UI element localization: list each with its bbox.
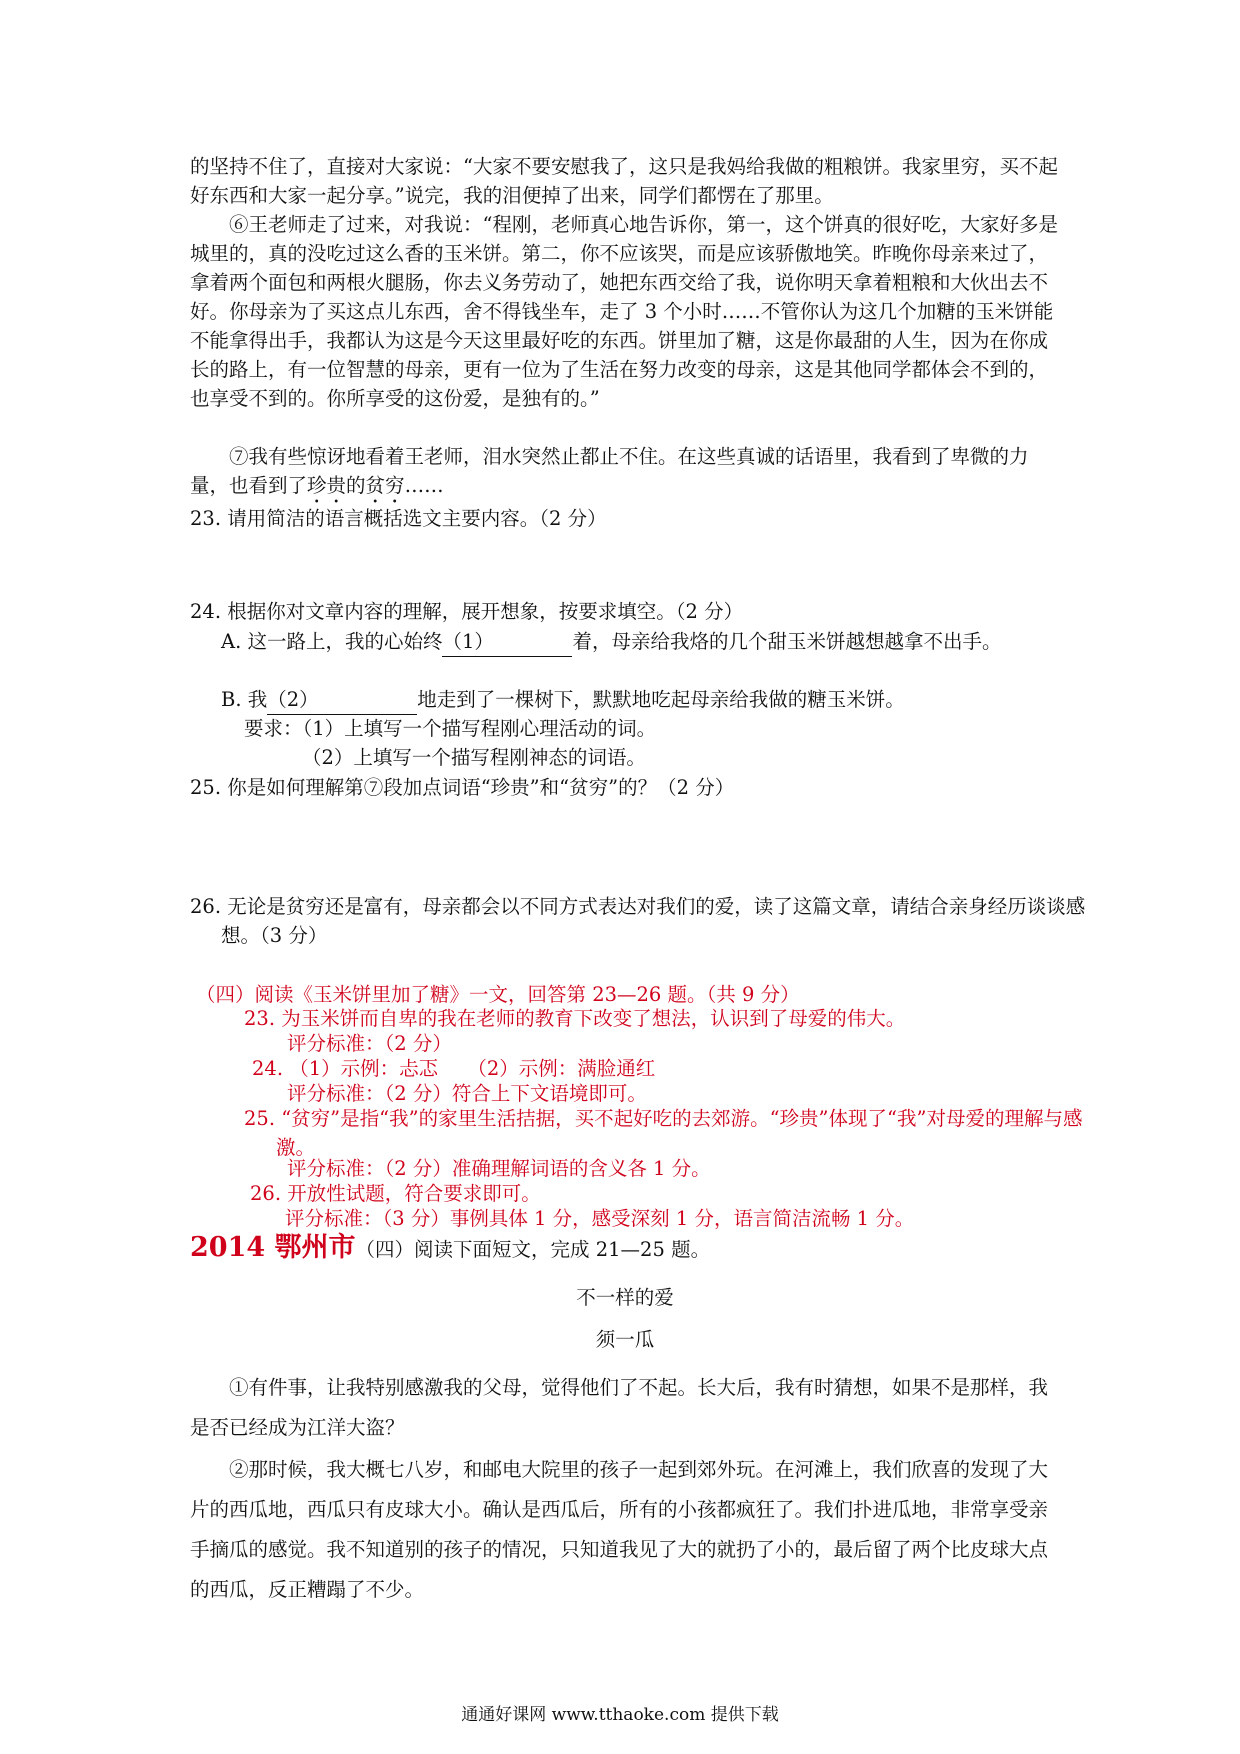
answer-24-score: 评分标准：（2 分）符合上下文语境即可。: [287, 1082, 647, 1105]
answer-23-score: 评分标准：（2 分）: [287, 1032, 452, 1055]
emphasized-word-zhengui: 珍贵: [307, 474, 347, 497]
answer-header: （四）阅读《玉米饼里加了糖》一文，回答第 23—26 题。（共 9 分）: [196, 983, 800, 1006]
answer-23: 23. 为玉米饼而自卑的我在老师的教育下改变了想法，认识到了母爱的伟大。: [244, 1007, 906, 1030]
question-26: 26. 无论是贫穷还是富有，母亲都会以不同方式表达对我们的爱，读了这篇文章，请结合亲身经历谈谈感想。（3 分）: [190, 895, 1086, 947]
question-23: 23. 请用简洁的语言概括选文主要内容。（2 分）: [190, 507, 607, 530]
blank-2[interactable]: （2）: [267, 685, 417, 715]
passage-paragraph-7: ⑦我有些惊讶地看着王老师，泪水突然止都止不住。在这些真诚的话语里，我看到了卑微的力量，也看到了珍贵的贫穷……: [190, 445, 1029, 497]
page-footer: 通通好课网 www.tthaoke.com 提供下载: [461, 1705, 779, 1725]
answer-25: 25. “贫穷”是指“我”的家里生活拮据，买不起好吃的去郊游。“珍贵”体现了“我”对母爱的理解与感激。: [244, 1107, 1083, 1159]
passage-paragraph-continued: 的坚持不住了，直接对大家说：“大家不要安慰我了，这只是我妈给我做的粗粮饼。我家里穷，买不起好东西和大家一起分享。”说完，我的泪便掉了出来，同学们都愣在了那里。: [190, 155, 1058, 207]
answer-26-score: 评分标准：（3 分）事例具体 1 分，感受深刻 1 分，语言简洁流畅 1 分。: [285, 1207, 915, 1230]
blank-1[interactable]: （1）: [442, 627, 572, 657]
article-paragraph-2: ②那时候，我大概七八岁，和邮电大院里的孩子一起到郊外玩。在河滩上，我们欣喜的发现了大片的西瓜地，西瓜只有皮球大小。确认是西瓜后，所有的小孩都疯狂了。我们扑进瓜地，非常享受亲手摘瓜的感觉。我不知道别的孩子的情况，只知道我见了大的就扔了小的，最后留了两个比皮球大点的西瓜，反正糟蹋了不少。: [190, 1458, 1049, 1601]
answer-24: 24. （1）示例：忐忑 （2）示例：满脸通红: [252, 1057, 656, 1080]
passage-paragraph-6: ⑥王老师走了过来，对我说：“程刚，老师真心地告诉你，第一，这个饼真的很好吃，大家好多是城里的，真的没吃过这么香的玉米饼。第二，你不应该哭，而是应该骄傲地笑。昨晚你母亲来过了，拿着两个面包和两根火腿肠，你去义务劳动了，她把东西交给了我，说你明天拿着粗粮和大伙出去不好。你母亲为了买这点儿东西，舍不得钱坐车，走了 3 个小时……不管你认为这几个加糖的玉米饼能不能拿得出手，我都认为这是今天这里最好吃的东西。饼里加了糖，这是你最甜的人生，因为在你成长的路上，有一位智慧的母亲，更有一位为了生活在努力改变的母亲，这是其他同学都体会不到的，也享受不到的。你所享受的这份爱，是独有的。”: [190, 213, 1058, 410]
question-24-requirement-1: 要求：（1）上填写一个描写程刚心理活动的词。: [244, 717, 657, 740]
emphasized-word-pinqiong: 贫穷: [365, 474, 405, 497]
section-heading: [190, 1233, 1060, 1264]
article-author: 须一瓜: [595, 1328, 655, 1351]
answer-26: 26. 开放性试题，符合要求即可。: [250, 1182, 541, 1205]
question-25: 25. 你是如何理解第⑦段加点词语“珍贵”和“贫穷”的？（2 分）: [190, 776, 735, 799]
article-title: 不一样的爱: [576, 1286, 674, 1309]
article-paragraph-1: ①有件事，让我特别感激我的父母，觉得他们了不起。长大后，我有时猜想，如果不是那样，我是否已经成为江洋大盗？: [190, 1376, 1049, 1439]
question-24: 24. 根据你对文章内容的理解，展开想象，按要求填空。（2 分）: [190, 600, 744, 623]
year-city-label: 2014 鄂州市: [190, 1232, 356, 1263]
question-24-requirement-2: （2）上填写一个描写程刚神态的词语。: [302, 746, 646, 769]
section-intro: （四）阅读下面短文，完成 21—25 题。: [355, 1238, 711, 1261]
answer-25-score: 评分标准：（2 分）准确理解词语的含义各 1 分。: [287, 1157, 711, 1180]
question-24-a: A. 这一路上，我的心始终（1） 着，母亲给我烙的几个甜玉米饼越想越拿不出手。: [190, 627, 1060, 657]
question-24-b: B. 我（2） 地走到了一棵树下，默默地吃起母亲给我做的糖玉米饼。: [190, 685, 1060, 715]
